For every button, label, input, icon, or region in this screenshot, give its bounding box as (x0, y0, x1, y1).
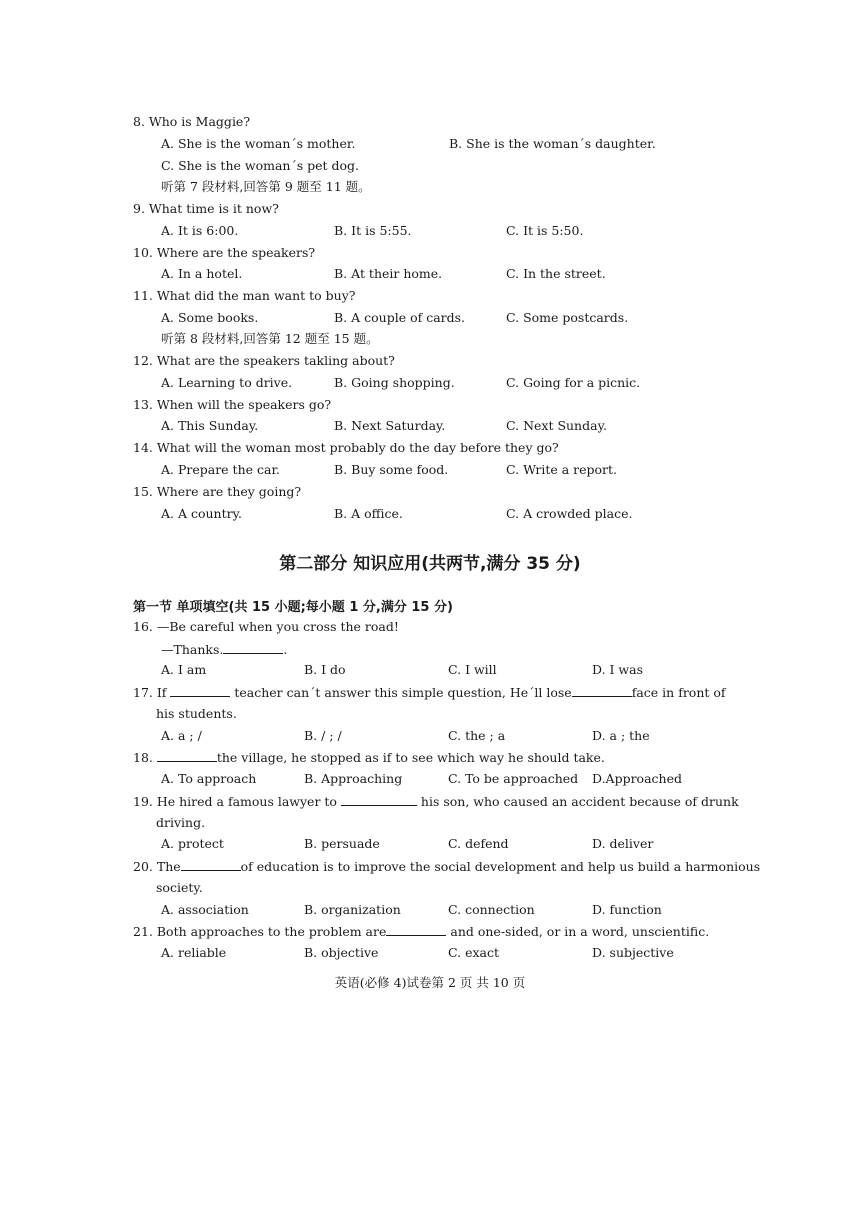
stem-part: of education is to improve the social development and help us build a harmonious (240, 859, 761, 874)
answer-blank (170, 684, 230, 697)
option-c: C. the ; a (448, 728, 506, 743)
option-d: D. subjective (592, 945, 674, 960)
question-11: 11. What did the man want to buy? (133, 288, 356, 303)
option-d: D. function (592, 902, 662, 917)
question-16-reply (161, 641, 287, 658)
stem-part: 18. (133, 750, 157, 765)
question-20 (133, 858, 760, 875)
option-a: A. It is 6:00. (161, 223, 239, 238)
option-a: A. Learning to drive. (161, 375, 293, 390)
page-footer: 英语(必修 4)试卷第 2 页 共 10 页 (334, 975, 526, 990)
option-c: C. She is the woman´s pet dog. (161, 158, 359, 173)
option-b: B. Approaching (304, 771, 403, 786)
option-b: B. At their home. (334, 266, 443, 281)
stem-part: teacher can´t answer this simple question, He´ll lose (230, 685, 572, 700)
option-c: C. defend (448, 836, 509, 851)
answer-blank (572, 684, 632, 697)
option-b: B. A couple of cards. (334, 310, 466, 325)
question-21 (133, 923, 709, 940)
question-20-cont: society. (156, 880, 203, 895)
stem-part: 21. Both approaches to the problem are (133, 924, 387, 939)
question-18 (133, 749, 605, 766)
option-c: C. To be approached (448, 771, 579, 786)
option-a: A. I am (161, 662, 207, 677)
stem-part: 20. The (133, 859, 181, 874)
option-c: C. I will (448, 662, 497, 677)
option-d: D. I was (592, 662, 644, 677)
section-title: 第一节 单项填空(共 15 小题;每小题 1 分,满分 15 分) (133, 600, 453, 615)
option-c: C. Going for a picnic. (506, 375, 641, 390)
question-10: 10. Where are the speakers? (133, 245, 316, 260)
question-19-cont: driving. (156, 815, 206, 830)
section-note: 听第 7 段材料,回答第 9 题至 11 题。 (161, 179, 371, 194)
question-17-cont: his students. (156, 706, 237, 721)
option-a: A. In a hotel. (161, 266, 243, 281)
option-c: C. connection (448, 902, 535, 917)
stem-part: his son, who caused an accident because of drunk (416, 794, 739, 809)
option-b: B. organization (304, 902, 401, 917)
option-c: C. In the street. (506, 266, 606, 281)
option-b: B. It is 5:55. (334, 223, 412, 238)
option-b: B. persuade (304, 836, 380, 851)
option-a: A. protect (161, 836, 224, 851)
option-d: D.Approached (592, 771, 682, 786)
question-14: 14. What will the woman most probably do the day before they go? (133, 440, 559, 455)
option-c: C. A crowded place. (506, 506, 633, 521)
reply-text: —Thanks. (161, 642, 224, 657)
option-b: B. A office. (334, 506, 403, 521)
question-9: 9. What time is it now? (133, 201, 279, 216)
option-b: B. Going shopping. (334, 375, 455, 390)
answer-blank (223, 641, 283, 654)
option-b: B. She is the woman´s daughter. (449, 136, 656, 151)
option-a: A. Prepare the car. (161, 462, 281, 477)
question-15: 15. Where are they going? (133, 484, 302, 499)
option-b: B. Next Saturday. (334, 418, 446, 433)
option-c: C. exact (448, 945, 499, 960)
option-a: A. reliable (161, 945, 227, 960)
option-a: A. a ; / (161, 728, 202, 743)
answer-blank (181, 858, 241, 871)
option-a: A. She is the woman´s mother. (161, 136, 356, 151)
option-d: D. deliver (592, 836, 654, 851)
option-c: C. Next Sunday. (506, 418, 607, 433)
answer-blank (157, 749, 217, 762)
option-a: A. To approach (161, 771, 257, 786)
option-c: C. It is 5:50. (506, 223, 584, 238)
reply-end: . (283, 642, 288, 657)
answer-blank (341, 793, 417, 806)
stem-part: the village, he stopped as if to see which way he should take. (216, 750, 605, 765)
stem-part: face in front of (631, 685, 726, 700)
option-b: B. / ; / (304, 728, 342, 743)
question-8: 8. Who is Maggie? (133, 114, 251, 129)
stem-part: and one-sided, or in a word, unscientific. (446, 924, 710, 939)
answer-blank (386, 923, 446, 936)
part-title: 第二部分 知识应用(共两节,满分 35 分) (279, 554, 581, 574)
option-b: B. objective (304, 945, 379, 960)
option-c: C. Some postcards. (506, 310, 629, 325)
question-12: 12. What are the speakers takling about? (133, 353, 395, 368)
option-a: A. This Sunday. (161, 418, 259, 433)
section-note: 听第 8 段材料,回答第 12 题至 15 题。 (161, 331, 379, 346)
option-a: A. association (161, 902, 249, 917)
option-b: B. Buy some food. (334, 462, 449, 477)
question-19 (133, 793, 739, 810)
option-a: A. Some books. (161, 310, 259, 325)
option-b: B. I do (304, 662, 346, 677)
stem-part: 19. He hired a famous lawyer to (133, 794, 341, 809)
stem-part: 17. If (133, 685, 171, 700)
option-d: D. a ; the (592, 728, 650, 743)
question-17 (133, 684, 726, 701)
option-a: A. A country. (161, 506, 242, 521)
question-16: 16. —Be careful when you cross the road! (133, 619, 399, 634)
question-13: 13. When will the speakers go? (133, 397, 332, 412)
option-c: C. Write a report. (506, 462, 618, 477)
